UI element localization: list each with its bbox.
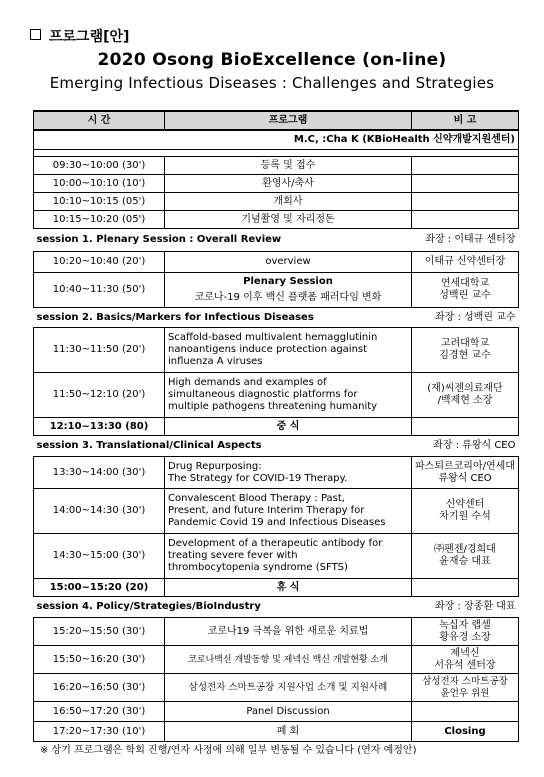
program-cell: 개회사	[165, 193, 412, 211]
speaker-name: 윤언우 위원	[440, 687, 490, 699]
table-row	[34, 328, 519, 373]
session-header	[34, 308, 519, 328]
table-row	[34, 457, 519, 489]
program-cell	[165, 489, 412, 534]
note-cell: Closing	[412, 722, 519, 742]
program-cell: Panel Discussion	[165, 702, 412, 722]
time-cell: 14:30~15:00 (30')	[34, 534, 165, 579]
speaker-affiliation: 제넥신	[450, 647, 480, 659]
note-cell	[412, 373, 519, 418]
rest-row	[34, 579, 519, 597]
note-cell	[412, 457, 519, 489]
speaker-affiliation: 녹십자 랩셀	[439, 619, 491, 631]
program-cell: overview	[165, 252, 412, 273]
program-cell: 등록 및 접수	[165, 157, 412, 175]
note-cell	[412, 157, 519, 175]
speaker-name: 차기원 수석	[439, 511, 491, 522]
program-line: Pandemic Covid 19 and Infectious Diseases	[168, 517, 386, 528]
table-row	[34, 175, 519, 193]
col-header-program: 프로그램	[165, 111, 412, 130]
break-label: 휴 식	[165, 579, 412, 597]
speaker-name: /백제현 소장	[437, 395, 493, 406]
table-row	[34, 211, 519, 229]
program-label-text: 프로그램[안]	[49, 29, 130, 45]
program-line: Drug Repurposing:	[168, 460, 262, 472]
session-header	[34, 597, 519, 618]
lunch-row	[34, 418, 519, 436]
program-cell	[165, 273, 412, 308]
time-cell: 10:15~10:20 (05')	[34, 211, 165, 229]
time-cell: 15:50~16:20 (30')	[34, 646, 165, 674]
speaker-affiliation: 파스퇴르코리아/연세대	[415, 460, 515, 472]
mc-text: M.C, :Cha K (KBioHealth 신약개발지원센터)	[34, 130, 519, 150]
time-cell: 15:00~15:20 (20)	[34, 579, 165, 597]
session-chair: 좌장 : 장종환 대표	[434, 601, 516, 612]
speaker-affiliation: 삼성전자 스마트공장	[422, 675, 508, 687]
table-row	[34, 373, 519, 418]
speaker-name: 윤재승 대표	[439, 556, 491, 567]
program-line: treating severe fever with	[168, 550, 298, 561]
table-row	[34, 273, 519, 308]
program-cell	[165, 328, 412, 373]
program-text: 코로나-19 이후 백신 플랫폼 패러다임 변화	[194, 292, 382, 303]
note-cell	[412, 674, 519, 702]
table-row	[34, 534, 519, 579]
note-cell	[412, 175, 519, 193]
break-label: 중 식	[165, 418, 412, 436]
session-chair: 좌장 : 성백린 교수	[434, 311, 516, 323]
program-line: Development of a therapeutic antibody for	[168, 538, 383, 549]
program-cell: 환영사/축사	[165, 175, 412, 193]
time-cell: 16:50~17:20 (30')	[34, 702, 165, 722]
note-cell: 이태규 신약센터장	[412, 252, 519, 273]
program-line: simultaneous diagnostic platforms for	[168, 389, 358, 400]
speaker-affiliation: 연세대학교	[440, 278, 490, 289]
footnote: ※ 상기 프로그램은 학회 진행/연자 사정에 의해 일부 변동될 수 있습니다 (연자 예정안)	[40, 745, 417, 756]
program-line: multiple pathogens threatening humanity	[168, 401, 378, 412]
program-cell: 코로나백신 개발동향 및 제넥신 백신 개발현황 소개	[165, 646, 412, 674]
table-row	[34, 252, 519, 273]
session-title: session 2. Basics/Markers for Infectious Diseases	[36, 311, 314, 323]
session-title: session 3. Translational/Clinical Aspects	[36, 440, 262, 451]
session-chair: 좌장 : 이태규 센터장	[425, 234, 516, 245]
note-cell	[412, 418, 519, 436]
table-row	[34, 646, 519, 674]
note-cell	[412, 618, 519, 646]
time-cell: 10:20~10:40 (20')	[34, 252, 165, 273]
note-cell	[412, 489, 519, 534]
time-cell: 10:10~10:15 (05')	[34, 193, 165, 211]
note-cell	[412, 273, 519, 308]
time-cell: 09:30~10:00 (30')	[34, 157, 165, 175]
program-cell: 폐 회	[165, 722, 412, 742]
table-row	[34, 674, 519, 702]
speaker-affiliation: 고려대학교	[440, 338, 490, 349]
program-line: Convalescent Blood Therapy : Past,	[168, 493, 345, 504]
note-cell	[412, 534, 519, 579]
spacer-row	[34, 150, 519, 157]
time-cell: 11:50~12:10 (20')	[34, 373, 165, 418]
session-header	[34, 436, 519, 457]
program-title: Plenary Session	[243, 276, 333, 287]
checkbox-icon	[30, 29, 41, 40]
time-cell: 15:20~15:50 (30')	[34, 618, 165, 646]
speaker-name: 서유석 센터장	[434, 659, 496, 671]
note-cell	[412, 702, 519, 722]
table-row	[34, 489, 519, 534]
page-title: 2020 Osong BioExcellence (on-line)	[97, 50, 447, 70]
session-header	[34, 229, 519, 252]
table-header-row	[34, 111, 519, 130]
mc-row	[34, 130, 519, 150]
speaker-name: 성백린 교수	[439, 290, 491, 301]
program-line: influenza A viruses	[168, 356, 263, 367]
time-cell: 17:20~17:30 (10')	[34, 722, 165, 742]
program-cell: 삼성전자 스마트공장 지원사업 소개 및 지원사례	[165, 674, 412, 702]
program-label	[30, 26, 129, 46]
table-row	[34, 618, 519, 646]
time-cell: 14:00~14:30 (30')	[34, 489, 165, 534]
program-cell: 코로나19 극복을 위한 새로운 치료법	[165, 618, 412, 646]
col-header-note: 비 고	[412, 111, 519, 130]
program-cell	[165, 373, 412, 418]
program-line: Present, and future Interim Therapy for	[168, 505, 365, 516]
note-cell	[412, 328, 519, 373]
table-row	[34, 722, 519, 742]
note-cell	[412, 646, 519, 674]
speaker-affiliation: 신약센터	[445, 499, 485, 510]
speaker-name: 류왕식 CEO	[438, 472, 492, 484]
note-cell	[412, 193, 519, 211]
program-line: High demands and examples of	[168, 377, 327, 388]
time-cell: 16:20~16:50 (30')	[34, 674, 165, 702]
note-cell	[412, 211, 519, 229]
time-cell: 12:10~13:30 (80)	[34, 418, 165, 436]
speaker-name: 황유경 소장	[439, 631, 491, 643]
speaker-affiliation: ㈜팬젠/경희대	[434, 544, 496, 555]
time-cell: 13:30~14:00 (30')	[34, 457, 165, 489]
speaker-name: 김경현 교수	[439, 350, 491, 361]
time-cell: 11:30~11:50 (20')	[34, 328, 165, 373]
program-cell	[165, 457, 412, 489]
program-line: Scaffold-based multivalent hemagglutinin	[168, 332, 378, 343]
session-title: session 4. Policy/Strategies/BioIndustry	[36, 601, 261, 612]
time-cell: 10:40~11:30 (50')	[34, 273, 165, 308]
col-header-time: 시 간	[34, 111, 165, 130]
program-line: thrombocytopenia syndrome (SFTS)	[168, 562, 348, 573]
program-line: nanoantigens induce protection against	[168, 344, 368, 355]
table-row	[34, 193, 519, 211]
speaker-affiliation: (재)씨젠의료재단	[427, 383, 503, 394]
program-line: The Strategy for COVID-19 Therapy.	[168, 472, 348, 484]
session-chair: 좌장 : 류왕식 CEO	[433, 440, 516, 451]
table-row	[34, 702, 519, 722]
time-cell: 10:00~10:10 (10')	[34, 175, 165, 193]
note-cell	[412, 579, 519, 597]
program-cell: 기념촬영 및 자리정돈	[165, 211, 412, 229]
page-subtitle: Emerging Infectious Diseases : Challenges and Strategies	[49, 74, 495, 92]
session-title: session 1. Plenary Session : Overall Review	[36, 234, 282, 245]
schedule-table	[33, 110, 519, 742]
program-cell	[165, 534, 412, 579]
table-row	[34, 157, 519, 175]
